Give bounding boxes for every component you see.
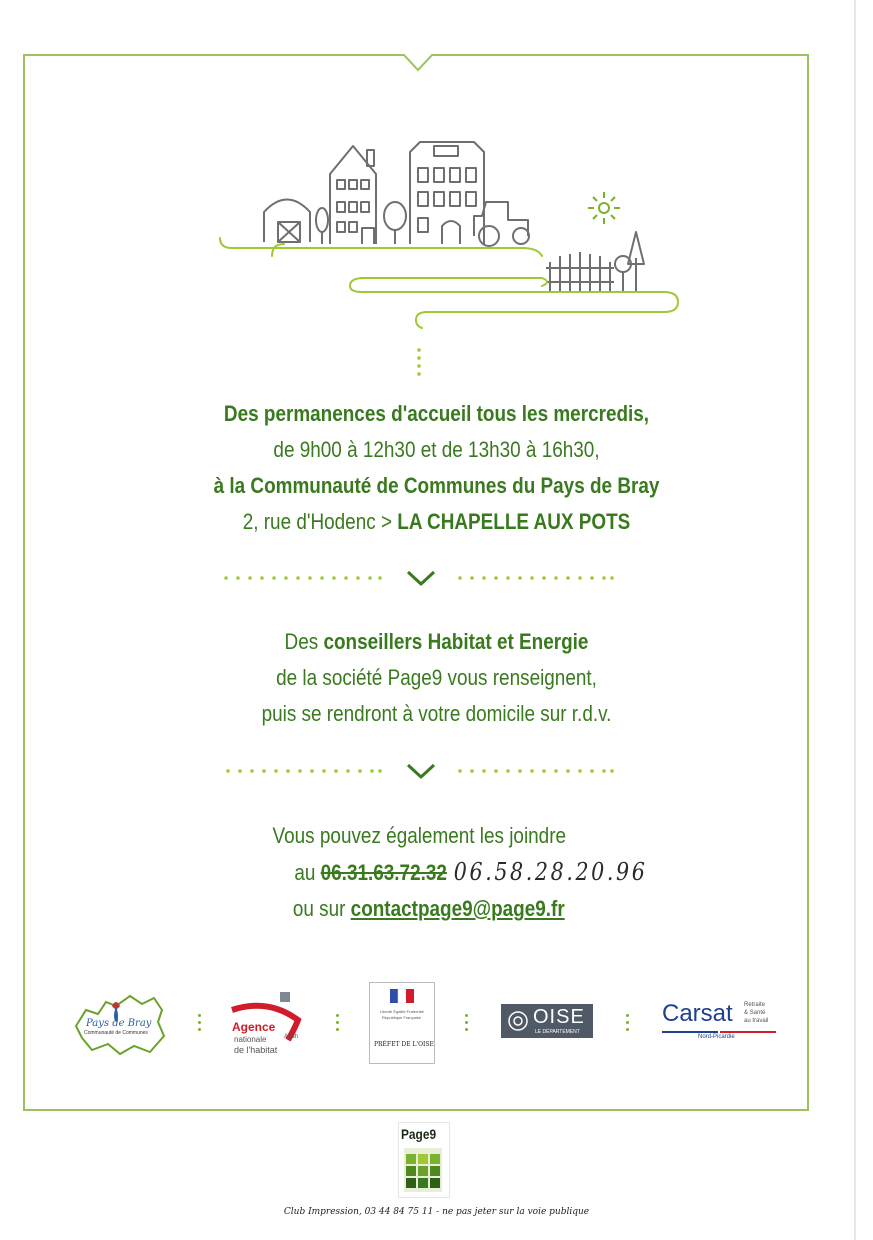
logo-anah	[228, 990, 308, 1060]
carsat-title: Carsat	[662, 1000, 733, 1027]
chevron-down-icon	[408, 572, 434, 584]
advisors-block	[61, 624, 812, 732]
prefet-label: PRÉFET DE L'OISE	[374, 1041, 434, 1048]
oise-emblem-icon	[507, 1010, 529, 1032]
advisors-highlight: conseillers Habitat et Energie	[323, 629, 589, 654]
opening-hours-block	[61, 396, 812, 540]
printer-footer: Club Impression, 03 44 84 75 11 - ne pas jeter sur la voie publique	[283, 1207, 590, 1217]
company-line: de la société Page9 vous renseignent,	[276, 665, 597, 690]
address-street: 2, rue d'Hodenc >	[242, 509, 398, 534]
page9-grid-icon	[398, 1146, 448, 1196]
logo-separator	[336, 1014, 340, 1035]
phone-new-handwritten[interactable]: 06.58.28.20.96	[453, 858, 648, 886]
address-town: LA CHAPELLE AUX POTS	[397, 509, 631, 534]
advisors-line	[61, 624, 812, 660]
advisors-prefix: Des	[284, 629, 324, 654]
contact-intro: Vous pouvez également les joindre	[272, 823, 567, 848]
page9-title: Page9	[401, 1126, 437, 1142]
carsat-side1: Retraite	[744, 1002, 766, 1008]
anah-sub1: nationale	[234, 1035, 267, 1044]
visit-line: puis se rendront à votre domicile sur r.d.v.	[261, 701, 612, 726]
headline-permanences: Des permanences d'accueil tous les mercredis,	[223, 401, 650, 426]
logo-separator	[626, 1014, 630, 1035]
logo-page9	[398, 1122, 448, 1196]
partner-logos	[0, 988, 873, 1068]
email-prefix: ou sur	[292, 896, 351, 921]
logo-prefet-oise	[369, 982, 435, 1064]
anah-sub2: de l'habitat	[234, 1045, 278, 1055]
contact-block	[61, 818, 812, 927]
carsat-side3: au travail	[744, 1018, 769, 1024]
marianne-flag-icon	[370, 987, 434, 1011]
logo-carsat	[662, 1000, 782, 1044]
logo-pays-de-bray	[72, 992, 168, 1056]
chevron-down-icon	[408, 765, 434, 777]
address-line	[61, 504, 812, 540]
village-illustration-icon	[212, 132, 682, 382]
oise-subtitle: LE DÉPARTEMENT	[535, 1029, 580, 1035]
logo-oise	[501, 1004, 593, 1038]
anah-tag: Anah	[284, 1034, 299, 1040]
prefet-motto2: République Française	[382, 1015, 421, 1020]
phone-old-number[interactable]: 06.31.63.72.32	[320, 860, 447, 885]
logo-separator	[465, 1014, 469, 1035]
prefet-motto1: Liberté Égalité Fraternité	[380, 1009, 424, 1014]
email-line	[46, 891, 812, 927]
logo-separator	[198, 1014, 202, 1035]
hours-line: de 9h00 à 12h30 et de 13h30 à 16h30,	[273, 437, 600, 462]
dotted-chevron-separator-1	[0, 566, 873, 590]
pays-de-bray-title: Pays de Bray	[86, 1018, 152, 1029]
email-link[interactable]: contactpage9@page9.fr	[350, 896, 565, 921]
pays-de-bray-subtitle: Communauté de Communes	[84, 1030, 148, 1036]
oise-title: OISE	[533, 1006, 585, 1028]
phone-prefix: au	[294, 860, 321, 885]
anah-title: Agence	[232, 1020, 276, 1034]
dotted-chevron-separator-2	[0, 759, 873, 783]
phone-line	[130, 854, 812, 891]
location-line: à la Communauté de Communes du Pays de Bray	[213, 473, 660, 498]
carsat-side2: & Santé	[744, 1010, 766, 1016]
carsat-subtitle: Nord-Picardie	[698, 1034, 735, 1040]
